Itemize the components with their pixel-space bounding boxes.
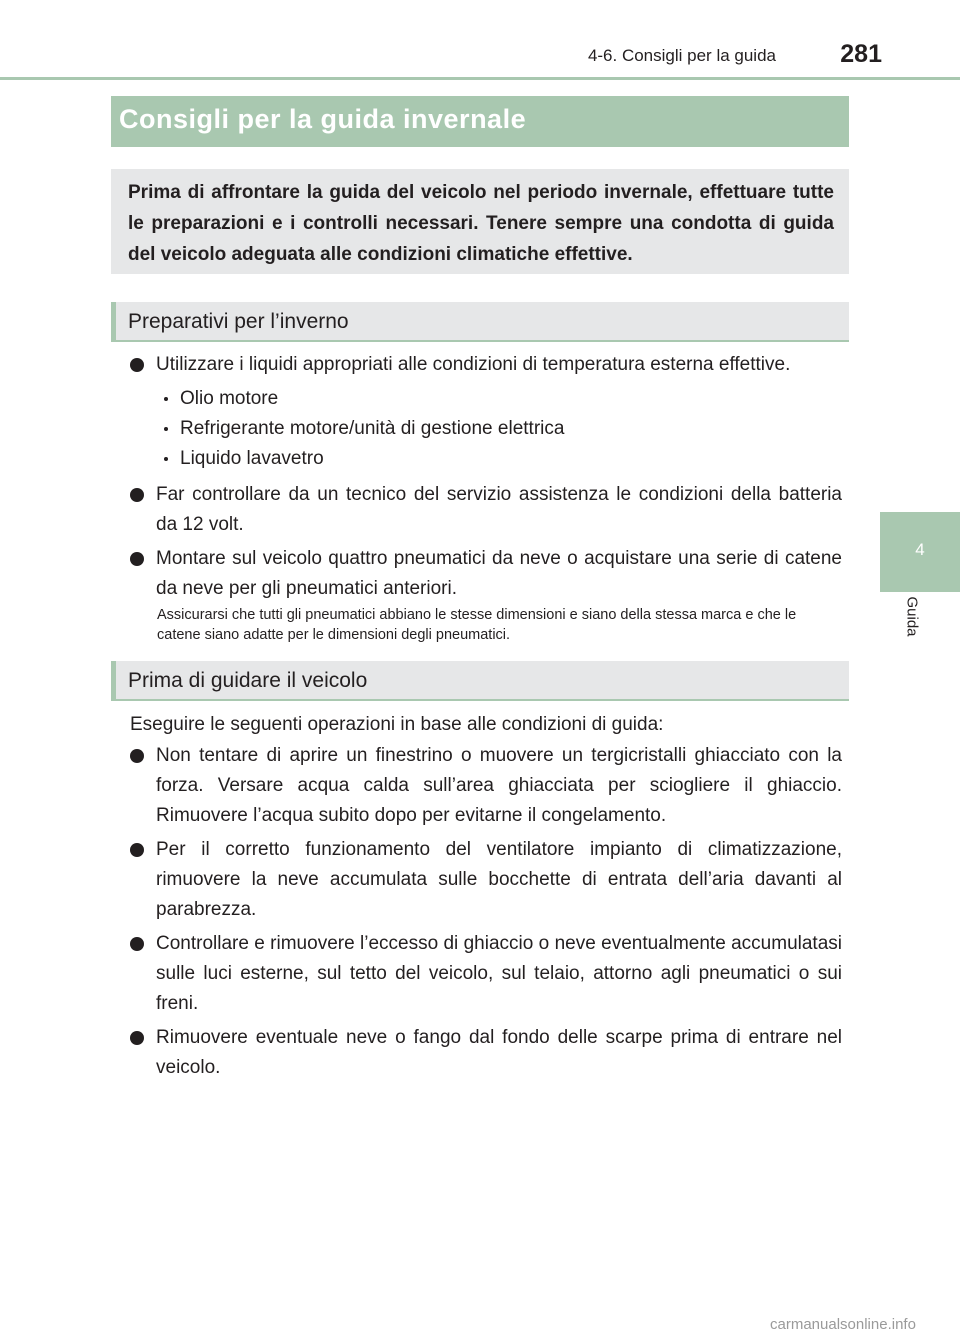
chapter-label: Guida — [903, 596, 921, 637]
sub-list-item-text: Olio motore — [180, 388, 279, 409]
page-header — [0, 0, 960, 80]
page-number: 281 — [840, 40, 882, 68]
list-item-text: Montare sul veicolo quattro pneumatici da neve o acquistare una serie di catene da neve per gli pneumatici anteriori. — [156, 548, 842, 599]
section-heading-prima — [111, 661, 849, 701]
sub-list-item — [130, 414, 842, 444]
list-item — [130, 741, 842, 831]
section-heading-text: Preparativi per l’inverno — [128, 310, 349, 333]
sub-list-item — [130, 444, 842, 474]
chapter-number: 4 — [915, 540, 925, 559]
chapter-label-wrap — [880, 596, 940, 660]
section-preparativi-list — [130, 350, 842, 608]
bullet-icon — [130, 358, 144, 372]
list-item-text: Far controllare da un tecnico del servizio assistenza le condizioni della batteria da 12 volt. — [156, 484, 842, 535]
note-text: Assicurarsi che tutti gli pneumatici abbiano le stesse dimensioni e siano della stessa marca e che le catene siano adatte per le dimensioni degli pneumatici. — [157, 607, 797, 643]
list-item-text: Non tentare di aprire un finestrino o muovere un tergicristalli ghiacciato con la forza. Versare acqua calda sull’area ghiacciata per sciogliere il ghiaccio. Rimuovere l’acqua subito dopo per evitarne il congelamento. — [156, 745, 842, 826]
list-item — [130, 350, 842, 380]
bullet-icon — [130, 552, 144, 566]
list-item — [130, 480, 842, 540]
sub-list-item-text: Liquido lavavetro — [180, 448, 324, 469]
intro-text: Prima di affrontare la guida del veicolo nel periodo invernale, effettuare tutte le preparazioni e i controlli necessari. Tenere sempre una condotta di guida del veicolo adeguata alle condizioni climatiche effettive. — [128, 182, 834, 265]
section-heading-preparativi — [111, 302, 849, 342]
list-item-text: Controllare e rimuovere l’eccesso di ghiaccio o neve eventualmente accumulatasi sulle luci esterne, sul tetto del veicolo, sul telaio, attorno agli pneumatici o sui freni. — [156, 933, 842, 1014]
section-lead-text: Eseguire le seguenti operazioni in base alle condizioni di guida: — [130, 714, 664, 735]
list-item-text: Per il corretto funzionamento del ventilatore impianto di climatizzazione, rimuovere la neve accumulata sulle bocchette di entrata dell’aria davanti al parabrezza. — [156, 839, 842, 920]
bullet-icon — [130, 1031, 144, 1045]
sub-list-item-text: Refrigerante motore/unità di gestione elettrica — [180, 418, 565, 439]
intro-box — [111, 169, 849, 274]
sub-bullet-icon — [164, 457, 168, 461]
page-title-bar — [111, 96, 849, 147]
bullet-icon — [130, 488, 144, 502]
section-prima-list — [130, 741, 842, 1087]
bullet-icon — [130, 843, 144, 857]
sub-list-item — [130, 384, 842, 414]
chapter-tab[interactable] — [880, 512, 960, 592]
page-title: Consigli per la guida invernale — [119, 104, 527, 134]
list-item — [130, 929, 842, 1019]
list-item-text: Utilizzare i liquidi appropriati alle condizioni di temperatura esterna effettive. — [156, 354, 791, 375]
section-heading-text: Prima di guidare il veicolo — [128, 669, 368, 692]
sub-bullet-icon — [164, 427, 168, 431]
sub-bullet-icon — [164, 397, 168, 401]
watermark: carmanualsonline.info — [770, 1316, 916, 1333]
list-item — [130, 835, 842, 925]
bullet-icon — [130, 937, 144, 951]
header-section-title: 4-6. Consigli per la guida — [587, 46, 776, 65]
list-item-text: Rimuovere eventuale neve o fango dal fondo delle scarpe prima di entrare nel veicolo. — [156, 1027, 842, 1078]
header-divider — [0, 77, 960, 80]
list-item — [130, 544, 842, 604]
list-item — [130, 1023, 842, 1083]
bullet-icon — [130, 749, 144, 763]
